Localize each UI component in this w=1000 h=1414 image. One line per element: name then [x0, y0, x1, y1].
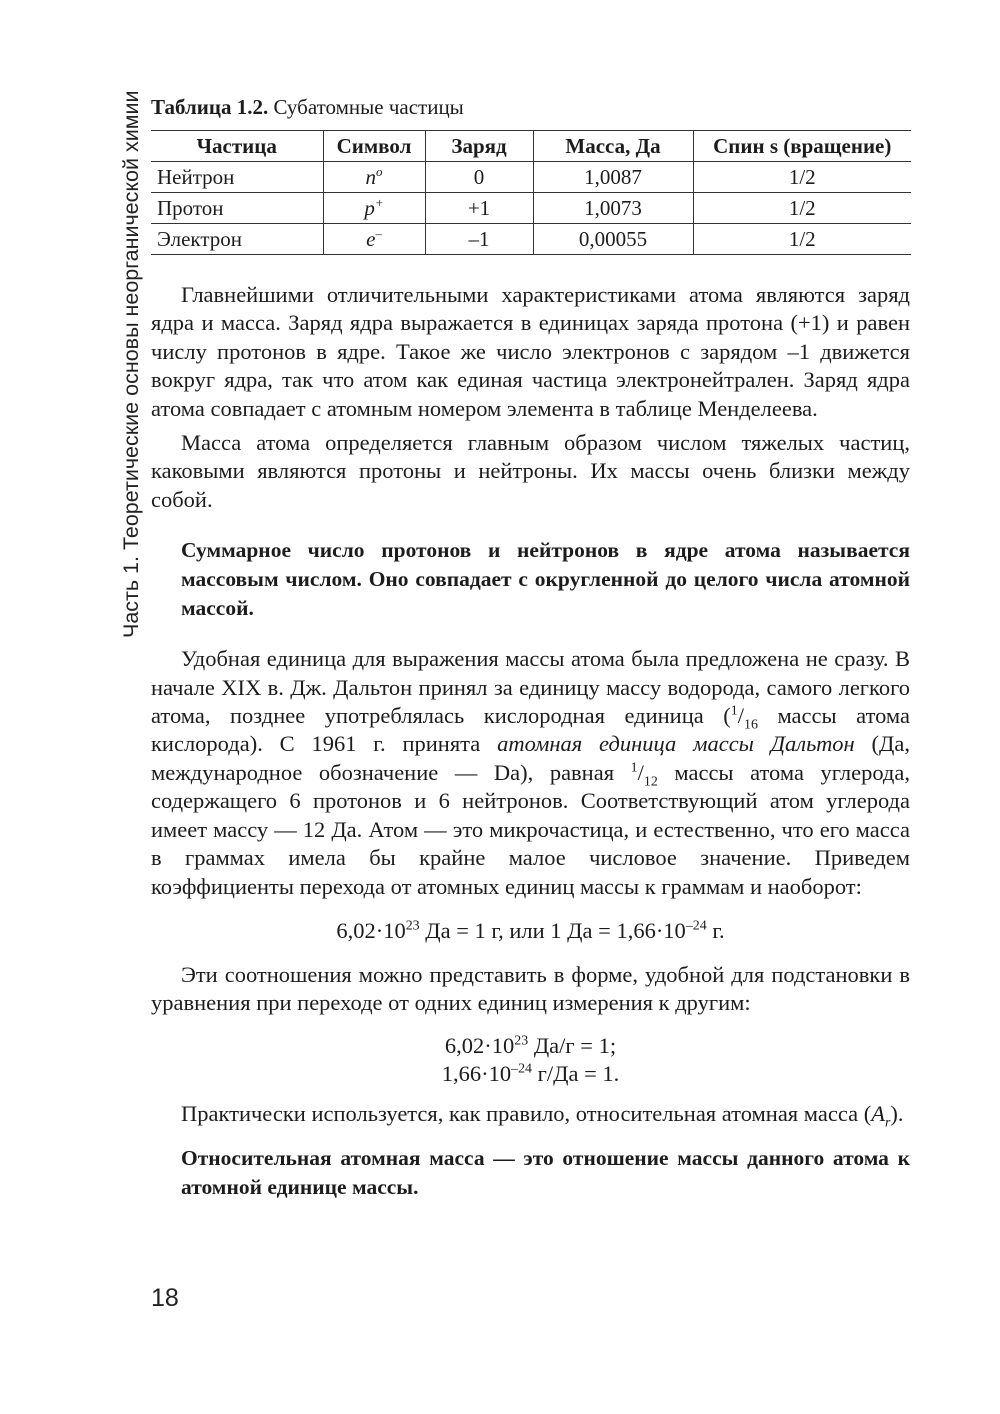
- fraction-denominator: 16: [744, 717, 758, 733]
- col-header-spin: Спин s (вращение): [693, 131, 911, 162]
- cell-spin: 1/2: [693, 224, 911, 255]
- fraction-numerator: 1: [630, 760, 638, 776]
- eq-part: г.: [706, 917, 725, 943]
- eq-part: 6,02·10: [444, 1032, 515, 1058]
- equation-da-per-g: [151, 1032, 910, 1060]
- cell-charge: 0: [425, 162, 533, 193]
- text-run: массы атома кислорода). С 1961 г. принята: [151, 703, 910, 757]
- col-header-charge: Заряд: [425, 131, 533, 162]
- cell-symbol: [323, 224, 425, 255]
- eq-part: 6,02·10: [336, 917, 406, 943]
- col-header-particle: Частица: [151, 131, 323, 162]
- symbol-letter: p: [364, 195, 375, 220]
- fraction-denominator: 12: [643, 774, 658, 790]
- cell-mass: 1,0087: [533, 162, 693, 193]
- emphasis-dalton: атомная единица массы Дальтон: [497, 731, 855, 757]
- paragraph-atom-characteristics: Главнейшими отличительными характеристиками атома являются заряд ядра и масса. Заряд ядра выражается в единицах заряда протона (+1) и равен числу протонов в ядре. Такое же число электронов с зарядом –1 движется вокруг ядра, так что атом как единая частица электронейтрален. Заряд ядра атома совпадает с атомным номером элемента в таблице Менделеева.: [151, 282, 910, 421]
- symbol-sup: +: [374, 194, 384, 210]
- cell-charge: –1: [425, 224, 533, 255]
- table-header-row: [151, 131, 911, 162]
- text-run: Практически используется, как правило, относительная атомная масса (: [181, 1100, 872, 1126]
- symbol-sub: r: [884, 1115, 891, 1131]
- cell-spin: 1/2: [693, 162, 911, 193]
- fraction-1-16: $^1/_{16}$: [730, 703, 758, 733]
- cell-particle: Нейтрон: [151, 162, 323, 193]
- table-row: [151, 224, 911, 255]
- table-row: [151, 162, 911, 193]
- text-run: (Да, международное обозначение — Da), равная: [151, 731, 911, 785]
- definition-relative-atomic-mass: Относительная атомная масса — это отношение массы данного атома к атомной единице массы.: [181, 1146, 910, 1200]
- text-run: ).: [890, 1100, 904, 1126]
- eq-part: Да = 1 г, или 1 Да = 1,66·10: [419, 917, 686, 943]
- table-caption-text: Субатомные частицы: [273, 95, 464, 119]
- table-row: [151, 193, 911, 224]
- paragraph-relative-mass: [151, 1100, 910, 1131]
- paragraph-atomic-unit: [151, 645, 910, 901]
- col-header-symbol: Символ: [323, 131, 425, 162]
- equation-g-per-da: [151, 1060, 910, 1088]
- paragraph-atom-mass: Масса атома определяется главным образом числом тяжелых частиц, каковыми являются протоны и нейтроны. Их массы очень близки между собой.: [151, 430, 910, 512]
- cell-mass: 1,0073: [533, 193, 693, 224]
- eq-exponent: –24: [511, 1061, 532, 1077]
- paragraph-relations: Эти соотношения можно представить в форме, удобной для подстановки в уравнения при переходе от одних единиц измерения к другим:: [151, 961, 910, 1016]
- table-caption-label: Таблица 1.2.: [151, 95, 269, 119]
- cell-symbol: [323, 162, 425, 193]
- running-head: Часть 1. Теоретические основы неорганической химии: [119, 90, 143, 638]
- symbol-sup: o: [375, 163, 383, 179]
- fraction-numerator: 1: [730, 703, 738, 719]
- eq-exponent: 23: [405, 918, 420, 934]
- cell-charge: +1: [425, 193, 533, 224]
- eq-part: Да/г = 1;: [528, 1032, 617, 1058]
- cell-symbol: [323, 193, 425, 224]
- symbol-letter: A: [871, 1100, 885, 1126]
- table-caption: [151, 92, 910, 122]
- equation-conversion: [151, 917, 910, 945]
- fraction-1-12: $^1/_{12}$: [630, 759, 658, 790]
- symbol-letter: n: [365, 164, 376, 189]
- cell-spin: 1/2: [693, 193, 911, 224]
- cell-mass: 0,00055: [533, 224, 693, 255]
- symbol-ar: [871, 1100, 891, 1131]
- eq-exponent: –24: [685, 918, 707, 934]
- page-number: 18: [151, 1284, 179, 1312]
- text-run: массы атома углерода, содержащего 6 протонов и 6 нейтронов. Соответствующий атом углерода имеет массу — 12 Да. Атом — это микрочастица, и естественно, что его масса в граммах имела бы крайне малое числовое значение. Приведем коэффициенты перехода от атомных единиц массы к граммам и наоборот:: [151, 759, 910, 899]
- text-run: Удобная единица для выражения массы атома была предложена не сразу. В начале XIX в. Дж. Дальтон принял за единицу массу водорода, самого легкого атома, позднее употреблялась кислородная единица (: [151, 646, 910, 729]
- symbol-sup: –: [375, 225, 382, 241]
- particles-table: [151, 130, 911, 255]
- eq-part: г/Да = 1.: [532, 1060, 620, 1086]
- col-header-mass: Масса, Да: [533, 131, 693, 162]
- cell-particle: Протон: [151, 193, 323, 224]
- page-content: [151, 92, 910, 1202]
- symbol-letter: e: [366, 226, 376, 251]
- eq-part: 1,66·10: [441, 1060, 512, 1086]
- definition-mass-number: Суммарное число протонов и нейтронов в ядре атома называется массовым числом. Оно совпадает с округленной до целого числа атомной массой.: [181, 538, 910, 621]
- cell-particle: Электрон: [151, 224, 323, 255]
- eq-exponent: 23: [514, 1033, 529, 1049]
